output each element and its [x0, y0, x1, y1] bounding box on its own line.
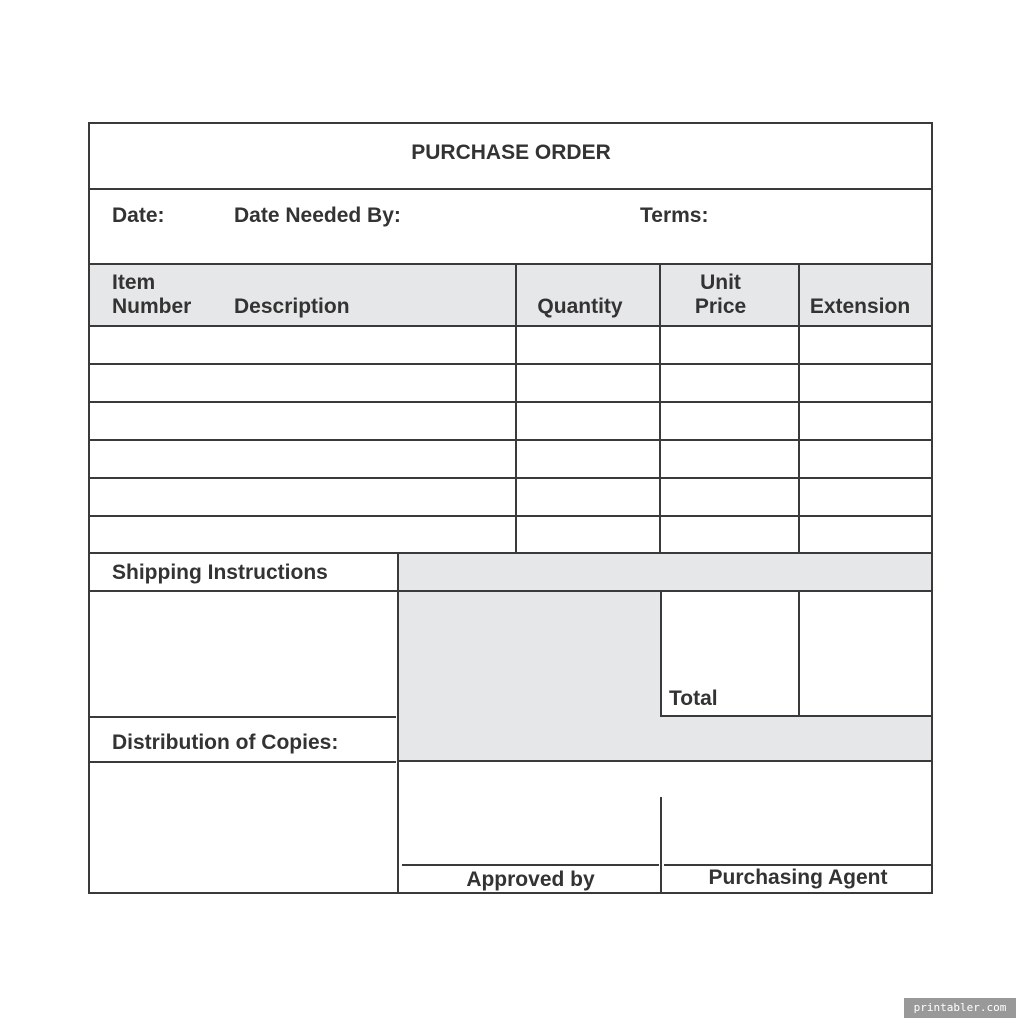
distribution-top-line [88, 716, 396, 718]
watermark: printabler.com [904, 998, 1016, 1018]
shipping-right-shade [399, 554, 932, 591]
column-header-divider [88, 325, 933, 327]
lower-left-vertical [397, 553, 399, 893]
signature-area-top [399, 760, 933, 762]
row-line-2 [88, 401, 933, 403]
column-header-description: Description [234, 295, 350, 318]
terms-label: Terms: [640, 204, 709, 227]
total-label: Total [669, 687, 718, 710]
approved-by-label: Approved by [466, 868, 595, 891]
shipping-instructions-field[interactable] [92, 594, 395, 714]
agent-signature-field[interactable] [664, 764, 930, 862]
totals-bottom-shade [661, 716, 932, 761]
approved-signature-field[interactable] [402, 764, 658, 862]
purchasing-agent-label: Purchasing Agent [708, 866, 888, 889]
distribution-field[interactable] [92, 765, 395, 890]
total-box-top [399, 590, 933, 592]
form-border-left [88, 122, 90, 894]
total-box-middle [798, 591, 800, 717]
signature-divider [660, 797, 662, 893]
column-header-item-line1: Item [112, 271, 156, 294]
shipping-divider [88, 590, 399, 592]
form-border-right [931, 122, 933, 894]
date-field[interactable] [166, 198, 226, 234]
title-divider [88, 188, 933, 190]
row-line-1 [88, 363, 933, 365]
row-line-6 [88, 552, 933, 554]
total-value-field[interactable] [802, 594, 929, 714]
form-border-bottom [88, 892, 933, 894]
total-box-left [660, 591, 662, 717]
approved-signature-line [402, 864, 659, 866]
row-line-5 [88, 515, 933, 517]
date-needed-label: Date Needed By: [234, 204, 401, 227]
row-line-4 [88, 477, 933, 479]
form-title: PURCHASE ORDER [411, 141, 611, 164]
column-header-item-line2: Number [112, 295, 192, 318]
form-border-top [88, 122, 933, 124]
total-box-bottom [660, 715, 933, 717]
column-header-unit-line1: Unit [700, 271, 741, 294]
distribution-label: Distribution of Copies: [112, 731, 339, 754]
column-header-extension: Extension [809, 295, 911, 318]
date-label: Date: [112, 204, 165, 227]
column-header-quantity: Quantity [537, 295, 623, 318]
distribution-bottom-line [88, 761, 396, 763]
info-divider [88, 263, 933, 265]
shipping-instructions-label: Shipping Instructions [112, 561, 328, 584]
totals-left-shade [399, 591, 661, 761]
column-header-unit-line2: Price [694, 295, 747, 318]
row-line-3 [88, 439, 933, 441]
terms-field[interactable] [710, 198, 920, 234]
date-needed-field[interactable] [400, 198, 630, 234]
